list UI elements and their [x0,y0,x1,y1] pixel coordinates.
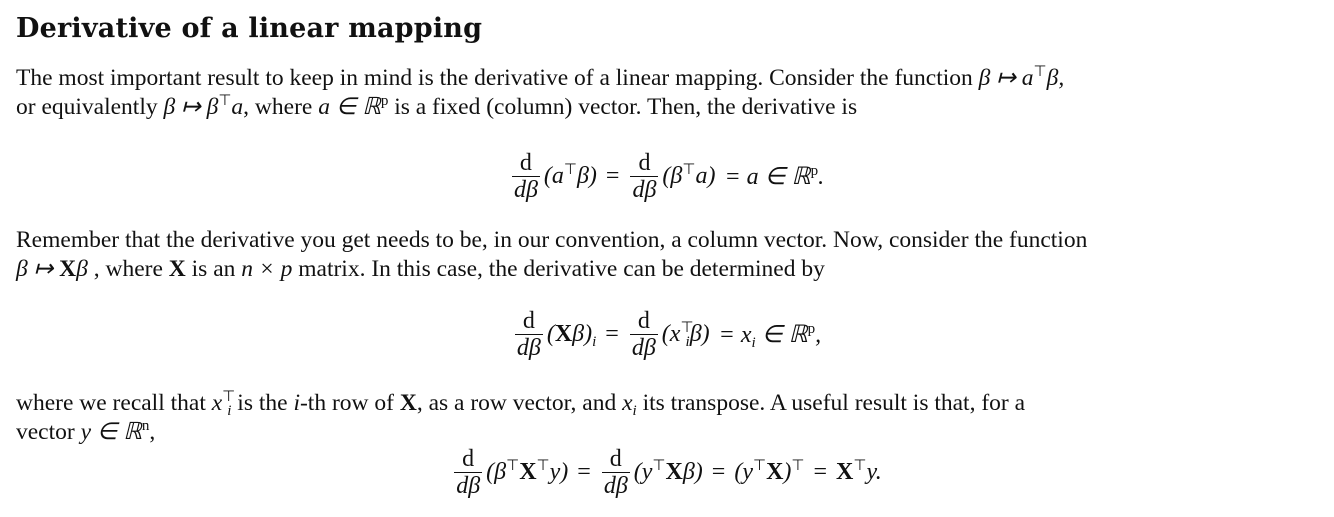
fraction: $\frac{d}{d\beta}$ [516,308,541,361]
math-inline: β ↦ β⊤a [163,93,244,120]
fraction: $\frac{d}{d\beta}$ [513,150,538,203]
text: is an [185,256,242,282]
paragraph-matrix: Remember that the derivative you get needs to be, in our convention, a column vector. Now, consider the function β ↦ Xβ , where X is an n × p matrix. In this case, the derivative can be determined by [16,227,1088,282]
text: -th row of [299,390,400,416]
paragraph-row-vector: where we recall that $x^⊤_i$ is the i-th row of X, as a row vector, and $x_i$ its transpose. A useful result is that, for a vector y ∈ ℝ$^n$, [16,389,1026,445]
text: matrix. In this case, the derivative can be determined by [292,256,825,282]
text: Remember that the derivative you get needs to be, in our convention, a column vector. Now, consider the function [16,227,1088,253]
paragraph-intro [16,64,1316,122]
text: vector [16,419,81,445]
text: is the [231,390,294,416]
section-heading: Derivative of a linear mapping [16,13,483,44]
equation-1: $\frac{d}{d\beta}$ (a⊤β) = $\frac{d}{d\beta}$ (β⊤a) = a ∈ ℝ$^p$. [513,150,825,203]
equation-3: $\frac{d}{d\beta}$ (β⊤X⊤y) = $\frac{d}{d\beta}$ (y⊤Xβ) = (y⊤X)⊤ = X⊤y. [456,446,882,499]
fraction: $\frac{d}{d\beta}$ [631,308,656,361]
math-inline: β ↦ Xβ [16,256,88,282]
text: its transpose. A useful result is that, for a [636,390,1026,416]
text: where we recall that [16,390,212,416]
fraction: $\frac{d}{d\beta}$ [632,150,657,203]
text: , as a row vector, and [416,390,623,416]
fraction: $\frac{d}{d\beta}$ [456,446,481,499]
math-inline: β ↦ a⊤β, [978,64,1065,91]
math-inline: a ∈ ℝ$^p$ [318,93,389,120]
text: is a fixed (column) vector. Then, the derivative is [388,94,858,120]
fraction: $\frac{d}{d\beta}$ [603,446,628,499]
text: The most important result to keep in mind is the derivative of a linear mapping. Consider the function [16,65,979,91]
text: , where [243,94,319,120]
equation-2: $\frac{d}{d\beta}$ $(X\beta)_i$ = $\frac{d}{d\beta}$ $(x^⊤_i\beta)$ = $x_i$ ∈ ℝ$^p$, [516,308,822,361]
text: , where [87,256,169,282]
text: or equivalently [16,94,164,120]
